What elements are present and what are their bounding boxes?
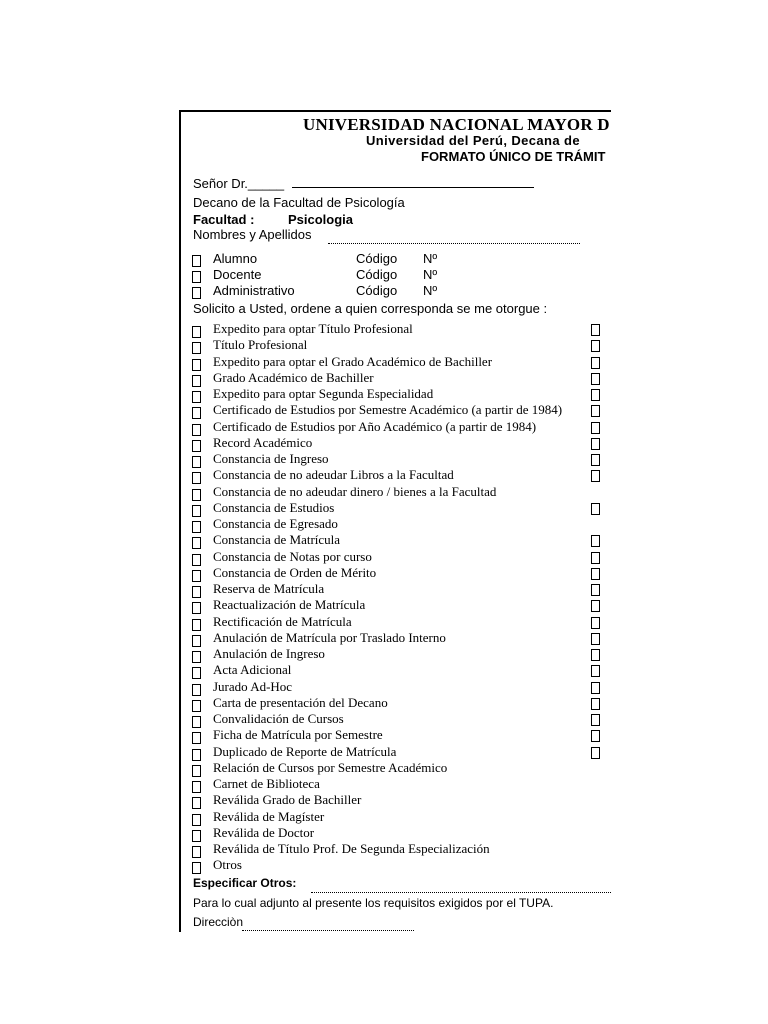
university-subtitle: Universidad del Perú, Decana de [366,133,580,148]
role-number-label: Nº [423,251,438,266]
role-code-label: Código [356,283,398,298]
request-item-label: Reválida de Doctor [213,824,315,840]
item-checkbox[interactable] [192,797,201,809]
request-item-label: Constancia de Notas por curso [213,548,372,564]
item-checkbox[interactable] [192,846,201,858]
item-right-checkbox[interactable] [591,730,600,742]
request-item-label: Anulación de Ingreso [213,646,325,661]
item-checkbox[interactable] [192,537,201,549]
item-right-checkbox[interactable] [591,617,600,629]
request-item-label: Rectificación de Matrícula [213,613,352,629]
role-label: Administrativo [213,283,295,298]
request-item-label: Constancia de Egresado [213,516,338,531]
item-right-checkbox[interactable] [591,568,600,580]
item-checkbox[interactable] [192,716,201,728]
item-checkbox[interactable] [192,635,201,647]
request-item-label: Duplicado de Reporte de Matrícula [213,743,397,759]
dean-line: Decano de la Facultad de Psicología [193,195,405,210]
request-item-label: Certificado de Estudios por Semestre Académico (a partir de 1984) [213,402,563,418]
faculty-label: Facultad : [193,212,255,227]
item-checkbox[interactable] [192,489,201,501]
doctor-name-field[interactable] [292,187,534,188]
item-checkbox[interactable] [192,651,201,663]
item-right-checkbox[interactable] [591,665,600,677]
form-title: FORMATO ÚNICO DE TRÁMIT [421,149,606,164]
request-item-label: Convalidación de Cursos [213,711,344,726]
role-checkbox[interactable] [192,287,201,299]
item-right-checkbox[interactable] [591,698,600,710]
item-right-checkbox[interactable] [591,324,600,336]
item-checkbox[interactable] [192,862,201,874]
item-checkbox[interactable] [192,684,201,696]
item-right-checkbox[interactable] [591,389,600,401]
item-right-checkbox[interactable] [591,584,600,596]
item-right-checkbox[interactable] [591,503,600,515]
request-item-label: Record Académico [213,434,313,450]
item-checkbox[interactable] [192,456,201,468]
role-code-label: Código [356,267,398,282]
attachment-text: Para lo cual adjunto al presente los requisitos exigidos por el TUPA. [193,896,554,910]
item-checkbox[interactable] [192,732,201,744]
request-item-label: Grado Académico de Bachiller [213,369,374,385]
request-item-label: Expedito para optar Título Profesional [213,321,413,336]
item-checkbox[interactable] [192,765,201,777]
request-item-label: Expedito para optar Segunda Especialidad [213,386,434,401]
request-item-label: Constancia de Estudios [213,499,335,515]
university-title: UNIVERSIDAD NACIONAL MAYOR D [303,115,610,134]
item-right-checkbox[interactable] [591,454,600,466]
item-checkbox[interactable] [192,407,201,419]
specify-others-label: Especificar Otros: [193,876,297,890]
item-right-checkbox[interactable] [591,405,600,417]
request-item-label: Ficha de Matrícula por Semestre [213,727,383,743]
item-right-checkbox[interactable] [591,633,600,645]
role-number-label: Nº [423,283,438,298]
form-sheet [181,112,611,942]
names-label: Nombres y Apellidos [193,227,312,242]
request-item-label: Carnet de Biblioteca [213,776,320,791]
role-label: Docente [213,267,262,282]
request-item-label: Reválida de Título Prof. De Segunda Especialización [213,841,490,856]
role-checkbox[interactable] [192,255,201,267]
item-checkbox[interactable] [192,472,201,484]
address-label: Direcciòn [193,915,244,929]
greeting-text: Señor Dr._____ [193,176,285,191]
item-checkbox[interactable] [192,749,201,761]
item-right-checkbox[interactable] [591,535,600,547]
item-checkbox[interactable] [192,570,201,582]
item-right-checkbox[interactable] [591,747,600,759]
item-right-checkbox[interactable] [591,422,600,434]
item-checkbox[interactable] [192,359,201,371]
item-right-checkbox[interactable] [591,438,600,450]
request-item-label: Reválida Grado de Bachiller [213,792,362,808]
item-right-checkbox[interactable] [591,470,600,482]
role-code-label: Código [356,251,398,266]
item-right-checkbox[interactable] [591,682,600,694]
specify-others-field[interactable] [311,892,611,893]
item-right-checkbox[interactable] [591,373,600,385]
item-checkbox[interactable] [192,586,201,598]
item-right-checkbox[interactable] [591,340,600,352]
request-item-label: Constancia de Matrícula [213,532,341,548]
request-item-label: Certificado de Estudios por Año Académico (a partir de 1984) [213,418,537,434]
item-checkbox[interactable] [192,424,201,436]
role-number-label: Nº [423,267,438,282]
role-label: Alumno [213,251,258,266]
request-item-label: Acta Adicional [213,662,292,678]
item-right-checkbox[interactable] [591,649,600,661]
item-checkbox[interactable] [192,667,201,679]
item-right-checkbox[interactable] [591,357,600,369]
item-checkbox[interactable] [192,440,201,452]
request-item-label: Reválida de Magíster [213,808,325,824]
request-item-label: Jurado Ad-Hoc [213,678,293,694]
item-right-checkbox[interactable] [591,552,600,564]
item-checkbox[interactable] [192,342,201,354]
request-item-label: Expedito para optar el Grado Académico de Bachiller [213,353,493,369]
item-checkbox[interactable] [192,375,201,387]
role-checkbox[interactable] [192,271,201,283]
request-item-label: Título Profesional [213,337,308,353]
request-item-label: Constancia de no adeudar Libros a la Facultad [213,467,454,483]
item-checkbox[interactable] [192,781,201,793]
item-checkbox[interactable] [192,602,201,614]
item-checkbox[interactable] [192,505,201,517]
names-field[interactable] [328,243,580,244]
item-checkbox[interactable] [192,326,201,338]
item-checkbox[interactable] [192,619,201,631]
address-field[interactable] [242,930,414,931]
request-item-label: Anulación de Matrícula por Traslado Interno [213,629,446,645]
item-checkbox[interactable] [192,814,201,826]
request-item-label: Relación de Cursos por Semestre Académico [213,759,448,775]
request-item-label: Constancia de Ingreso [213,451,329,466]
faculty-value: Psicologia [288,212,354,227]
item-checkbox[interactable] [192,554,201,566]
request-intro: Solicito a Usted, ordene a quien corresponda se me otorgue : [193,301,548,316]
item-checkbox[interactable] [192,521,201,533]
item-checkbox[interactable] [192,830,201,842]
request-item-label: Otros [213,857,242,873]
item-right-checkbox[interactable] [591,714,600,726]
item-checkbox[interactable] [192,391,201,403]
request-item-label: Carta de presentación del Decano [213,694,388,710]
request-item-label: Reserva de Matrícula [213,581,325,596]
item-right-checkbox[interactable] [591,600,600,612]
greeting-line [193,176,534,191]
request-item-label: Constancia de no adeudar dinero / bienes a la Facultad [213,483,497,499]
request-item-label: Constancia de Orden de Mérito [213,564,377,580]
request-item-label: Reactualización de Matrícula [213,597,366,613]
item-checkbox[interactable] [192,700,201,712]
